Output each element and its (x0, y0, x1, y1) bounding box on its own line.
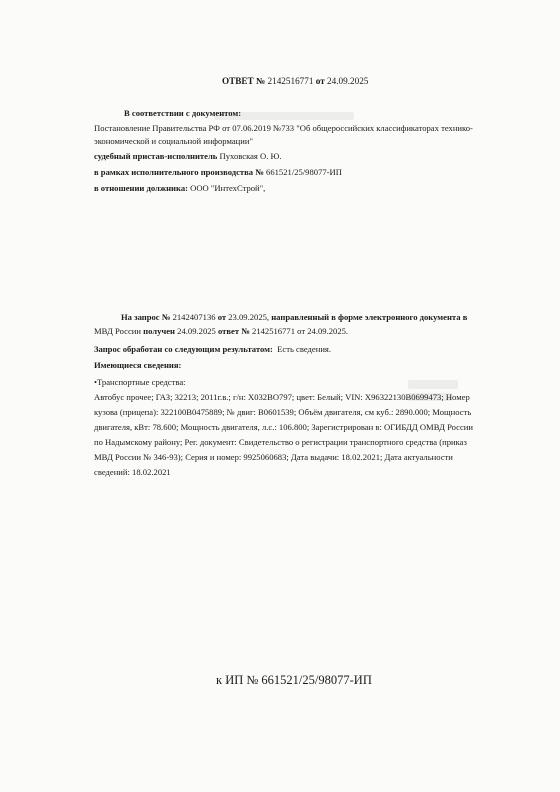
footer-proceeding-reference: к ИП № 661521/25/98077-ИП (216, 673, 372, 687)
basis-label: В соответствии с документом: (124, 108, 242, 118)
result-row (94, 344, 331, 355)
request-received-date: 24.09.2025 (177, 326, 216, 336)
proceeding-row (94, 167, 342, 178)
proceeding-label: в рамках исполнительного производства № (94, 167, 264, 177)
result-value: Есть сведения. (277, 344, 332, 354)
request-sent-text: направленный в форме электронного документа в (271, 312, 468, 322)
basis-text-line1: Постановление Правительства РФ от 07.06.2019 №733 "Об общероссийских классификаторах технико- (94, 123, 473, 133)
request-line2 (94, 326, 348, 337)
request-from-label: от (217, 312, 227, 322)
info-text-line: кузова (прицепа): 322100В0475889; № двиг: В0601539; Объём двигателя, см куб.: 2890.000; Мощность (94, 407, 472, 417)
request-answer-number: 2142516771 (252, 326, 295, 336)
request-date: 23.09.2025, (228, 312, 270, 322)
info-category: •Транспортные средства: (94, 377, 186, 387)
info-text-line: Автобус прочее; ГАЗ; 32213; 2011г.в.; г/н: Х032ВО797; цвет: Белый; VIN: Х96322130В0699473; Номер (94, 392, 470, 402)
answer-label: ОТВЕТ № (222, 76, 266, 86)
info-text-line: по Надымскому району; Рег. документ: Свидетельство о регистрации транспортного средства (приказ (94, 437, 467, 447)
answer-number: 2142516771 (267, 76, 314, 86)
debtor-label: в отношении должника: (94, 183, 188, 193)
result-label: Запрос обработан со следующим результатом: (94, 344, 273, 354)
scan-smudge (408, 380, 458, 389)
debtor-name: ООО "ИнтехСтрой", (190, 183, 266, 193)
proceeding-number: 661521/25/98077-ИП (266, 167, 342, 177)
bailiff-row (94, 151, 282, 162)
info-text-line: сведений: 18.02.2021 (94, 467, 171, 477)
basis-text-line2: экономической и социальной информации" (94, 136, 253, 146)
bailiff-name: Пуховская О. Ю. (219, 151, 282, 161)
request-agency: МВД России (94, 326, 141, 336)
request-line1 (121, 312, 467, 323)
answer-date: 24.09.2025 (327, 76, 369, 86)
info-text-line: МВД России № 346-93); Серия и номер: 9925060683; Дата выдачи: 18.02.2021; Дата актуальности (94, 452, 453, 462)
request-answer-from: от (297, 326, 306, 336)
info-label: Имеющиеся сведения: (94, 360, 182, 370)
request-received-label: получен (143, 326, 175, 336)
answer-from-label: от (315, 76, 325, 86)
debtor-row (94, 183, 265, 194)
info-text-line: двигателя, кВт: 78.600; Мощность двигателя, л.с.: 106.800; Зарегистрирован в: ОГИБДД ОМВД России (94, 422, 474, 432)
request-answer-label: ответ № (217, 326, 250, 336)
request-number: 2142407136 (172, 312, 216, 322)
answer-header (222, 76, 368, 87)
request-answer-date: 24.09.2025. (307, 326, 349, 336)
bailiff-label: судебный пристав-исполнитель (94, 151, 218, 161)
request-label: На запрос № (121, 312, 171, 322)
